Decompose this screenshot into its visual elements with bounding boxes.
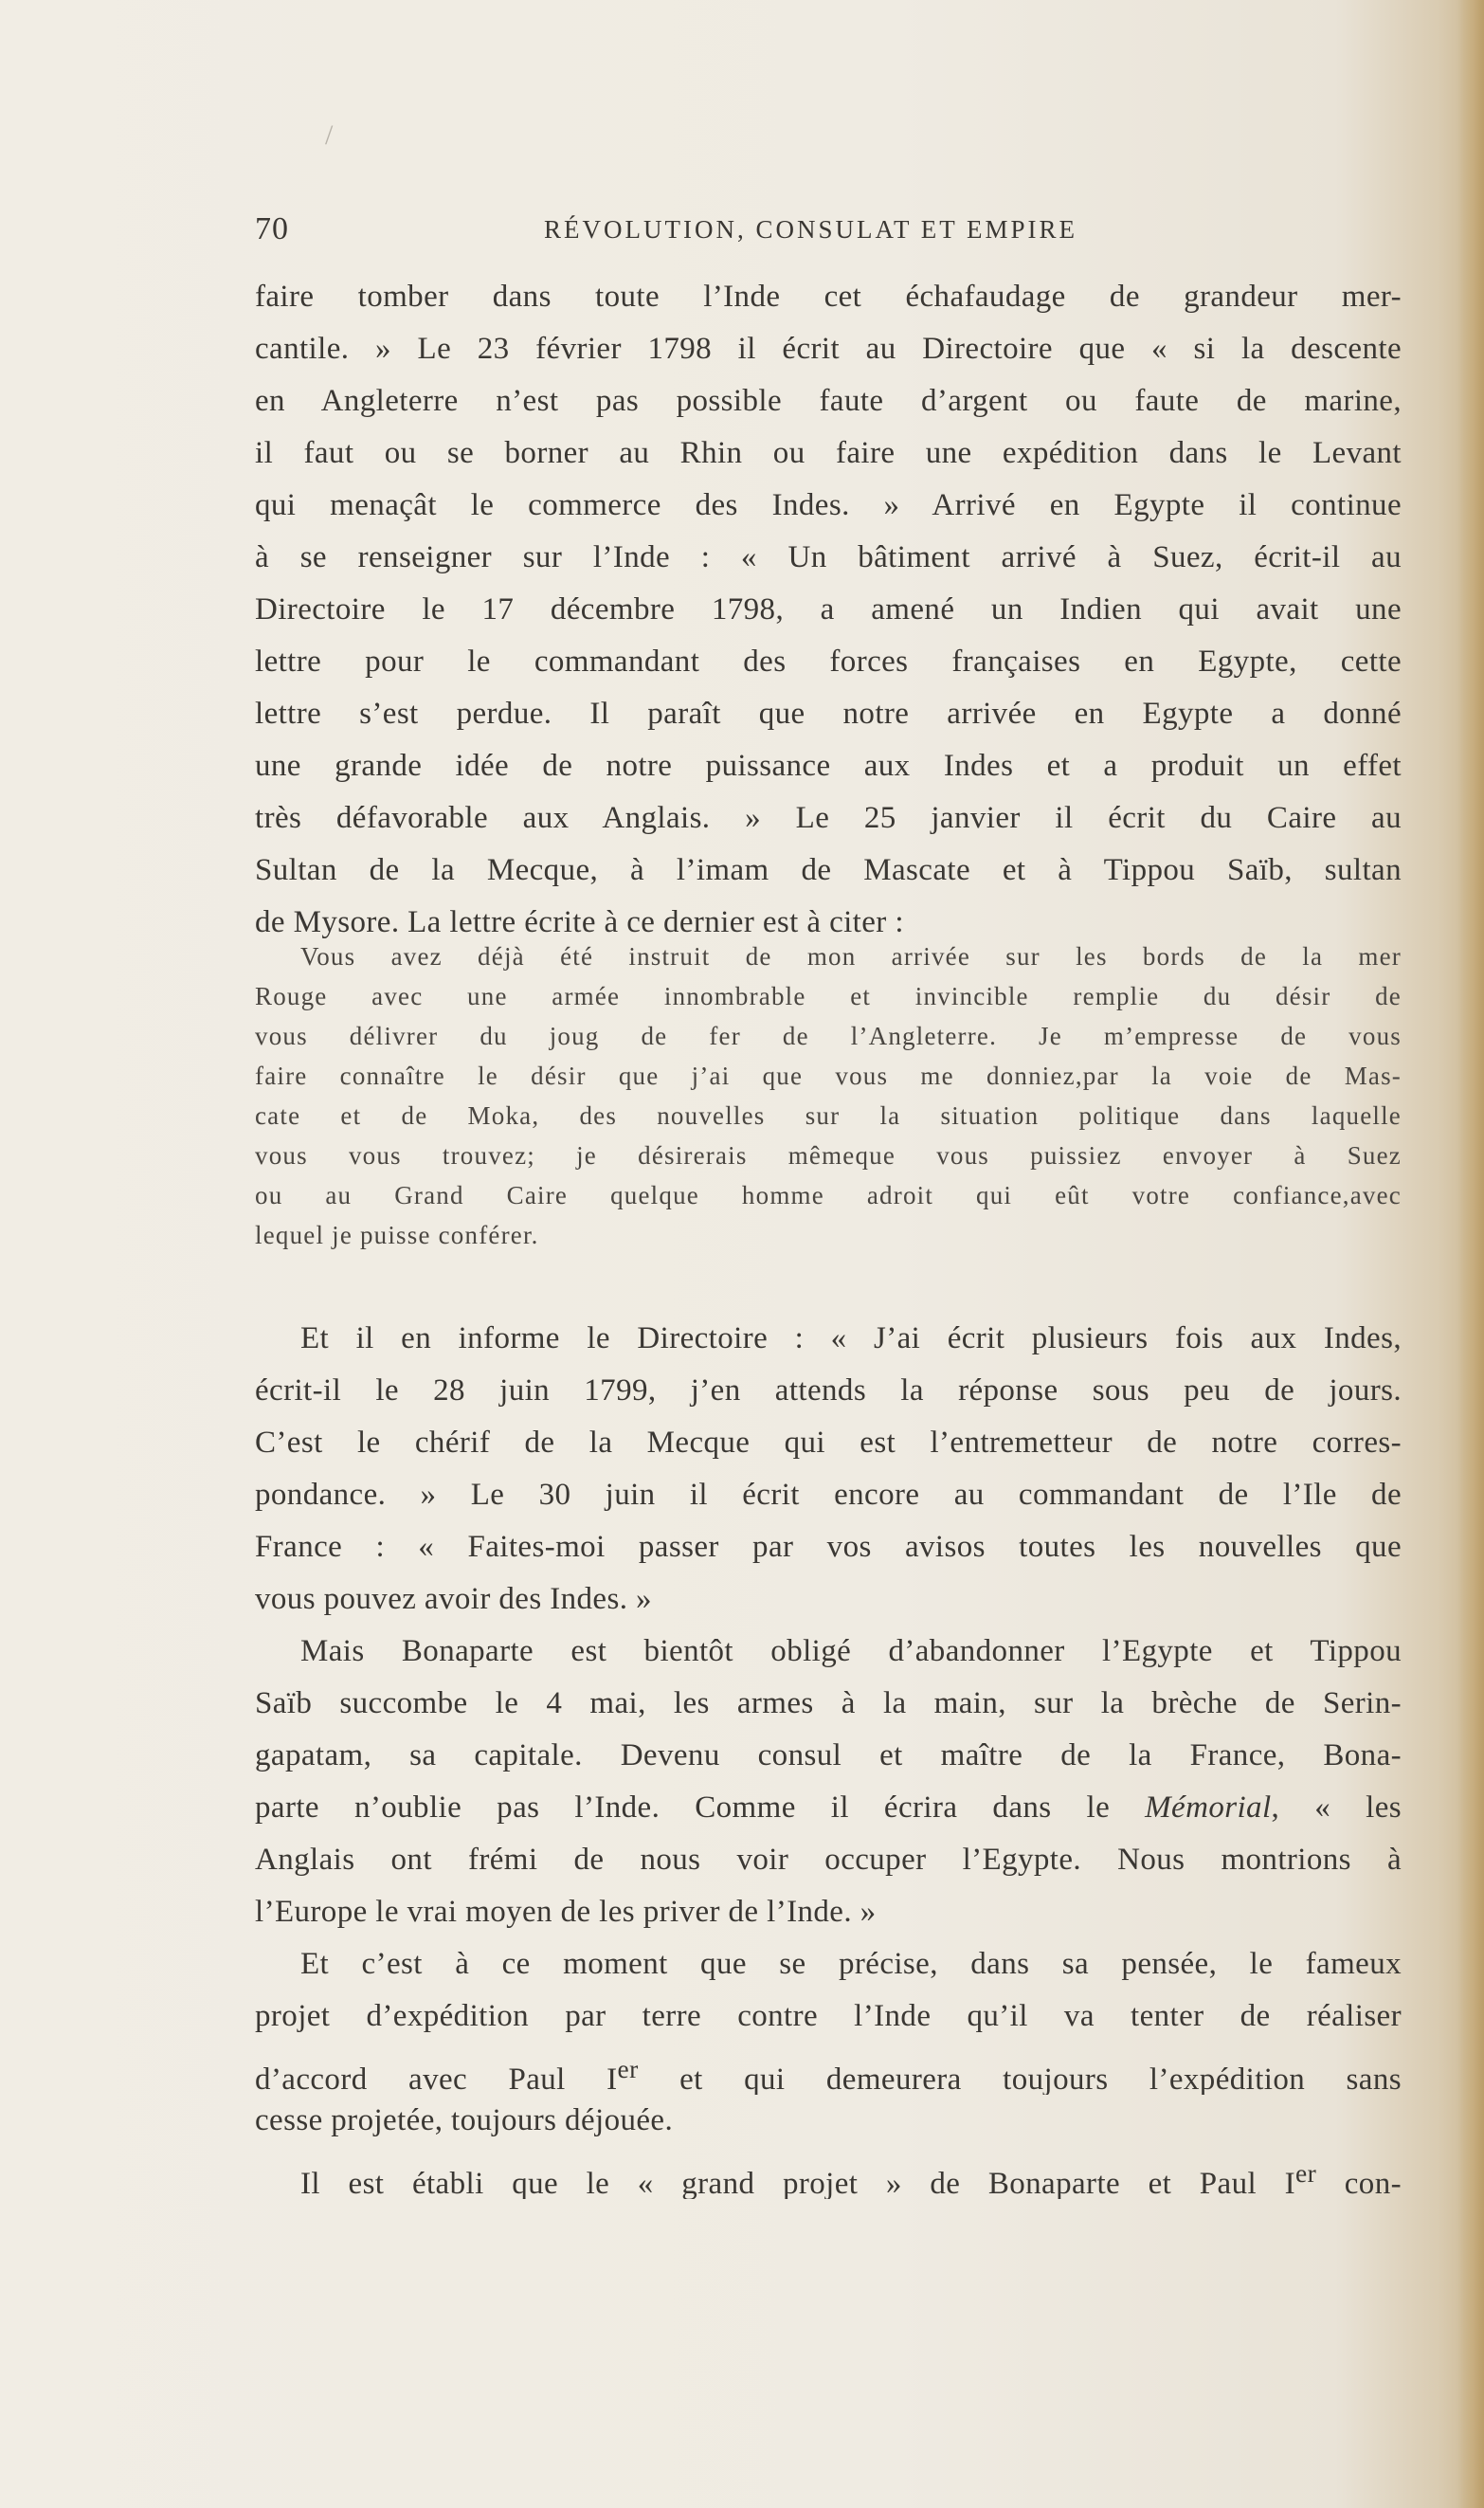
paragraph-1 — [255, 271, 1402, 949]
text-line: vous pouvez avoir des Indes. » — [255, 1582, 652, 1616]
text-line: cantile. » Le 23 février 1798 il écrit au Directoire que « si la descente — [255, 332, 1402, 366]
quote-line: cate et de Moka, des nouvelles sur la situation politique dans laquelle — [255, 1101, 1402, 1130]
quote-line: Rouge avec une armée innombrable et invincible remplie du désir de — [255, 982, 1402, 1010]
superscript: er — [1295, 2158, 1317, 2188]
text-line: une grande idée de notre puissance aux Indes et a produit un effet — [255, 749, 1402, 783]
text-line: gapatam, sa capitale. Devenu consul et maître de la France, Bona- — [255, 1738, 1402, 1772]
page-header — [255, 211, 1098, 255]
page-number: 70 — [255, 211, 289, 246]
text-line: il faut ou se borner au Rhin ou faire une expédition dans le Levant — [255, 436, 1402, 470]
text-line: cesse projetée, toujours déjouée. — [255, 2103, 674, 2137]
text-line: Saïb succombe le 4 mai, les armes à la main, sur la brèche de Serin- — [255, 1686, 1402, 1720]
text-line — [255, 1782, 1402, 1834]
text-line: l’Europe le vrai moyen de les priver de l’Inde. » — [255, 1895, 877, 1929]
italic-title: Mémorial — [1145, 1790, 1272, 1825]
quote-line: vous vous trouvez; je désirerais mêmeque vous puissiez envoyer à Suez — [255, 1141, 1402, 1170]
text-line: faire tomber dans toute l’Inde cet échafaudage de grandeur mer- — [255, 280, 1402, 314]
text-line — [255, 2147, 1402, 2199]
text-segment: Il est établi que le « grand projet » de Bonaparte et Paul I — [300, 2167, 1296, 2199]
text-line — [255, 2043, 1402, 2095]
text-line: à se renseigner sur l’Inde : « Un bâtiment arrivé à Suez, écrit-il au — [255, 540, 1402, 574]
text-line: lettre s’est perdue. Il paraît que notre arrivée en Egypte a donné — [255, 697, 1402, 731]
quote-line: ou au Grand Caire quelque homme adroit qui eût votre confiance,avec — [255, 1181, 1402, 1209]
text-segment: d’accord avec Paul I — [255, 2063, 618, 2095]
text-segment: parte n’oublie pas l’Inde. Comme il écrira dans le — [255, 1790, 1146, 1825]
text-line: Et c’est à ce moment que se précise, dans sa pensée, le fameux — [300, 1947, 1402, 1981]
text-line: Et il en informe le Directoire : « J’ai écrit plusieurs fois aux Indes, — [300, 1321, 1402, 1355]
superscript: er — [617, 2054, 639, 2083]
text-line: écrit-il le 28 juin 1799, j’en attends la réponse sous peu de jours. — [255, 1373, 1402, 1408]
text-line: lettre pour le commandant des forces françaises en Egypte, cette — [255, 645, 1402, 679]
text-line: projet d’expédition par terre contre l’Inde qu’il va tenter de réaliser — [255, 1999, 1402, 2033]
text-line: C’est le chérif de la Mecque qui est l’entremetteur de notre corres- — [255, 1426, 1402, 1460]
text-segment: , « les — [1271, 1790, 1402, 1825]
text-segment: con- — [1316, 2167, 1402, 2199]
quote-line: Vous avez déjà été instruit de mon arrivée sur les bords de la mer — [300, 942, 1402, 971]
running-head: RÉVOLUTION, CONSULAT ET EMPIRE — [544, 215, 1078, 244]
page-edge-shadow — [1457, 0, 1484, 2508]
text-line: de Mysore. La lettre écrite à ce dernier est à citer : — [255, 905, 904, 939]
text-line: en Angleterre n’est pas possible faute d’argent ou faute de marine, — [255, 384, 1402, 418]
quote-line: lequel je puisse conférer. — [255, 1221, 539, 1249]
paragraphs-continued — [255, 1313, 1402, 2199]
text-line: Anglais ont frémi de nous voir occuper l’Egypte. Nous montrions à — [255, 1843, 1402, 1877]
quote-line: faire connaître le désir que j’ai que vous me donniez,par la voie de Mas- — [255, 1062, 1402, 1090]
text-line: qui menaçât le commerce des Indes. » Arrivé en Egypte il continue — [255, 488, 1402, 522]
text-line: Mais Bonaparte est bientôt obligé d’abandonner l’Egypte et Tippou — [300, 1634, 1402, 1668]
text-line: très défavorable aux Anglais. » Le 25 janvier il écrit du Caire au — [255, 801, 1402, 835]
text-line: pondance. » Le 30 juin il écrit encore au commandant de l’Ile de — [255, 1478, 1402, 1512]
text-line: Sultan de la Mecque, à l’imam de Mascate et à Tippou Saïb, sultan — [255, 853, 1402, 887]
quoted-letter — [255, 936, 1402, 1255]
text-segment: et qui demeurera toujours l’expédition sans — [638, 2063, 1402, 2095]
quote-line: vous délivrer du joug de fer de l’Angleterre. Je m’empresse de vous — [255, 1022, 1402, 1050]
text-line: Directoire le 17 décembre 1798, a amené un Indien qui avait une — [255, 592, 1402, 627]
pencil-mark: / — [325, 119, 334, 151]
text-line: France : « Faites-moi passer par vos avisos toutes les nouvelles que — [255, 1530, 1402, 1564]
